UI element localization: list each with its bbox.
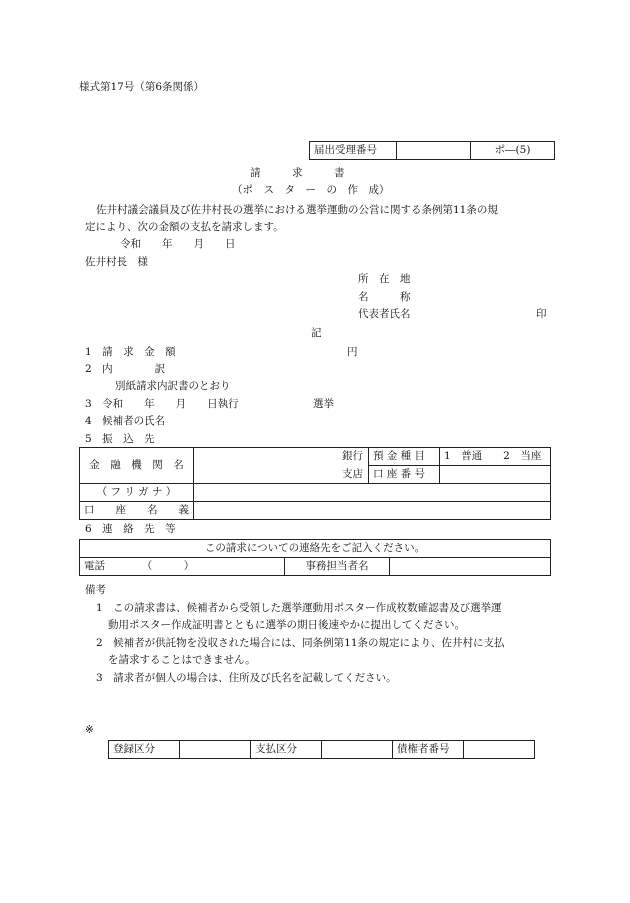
payment-field[interactable] (322, 741, 393, 759)
item-election-date: 3 令和 年 月 日執行 (85, 398, 239, 410)
receipt-code: ポ―(5) (471, 142, 555, 160)
staff-label: 事務担当者名 (285, 558, 390, 576)
receipt-number-field[interactable] (397, 142, 471, 160)
remark-2b: を請求することはできません。 (108, 654, 256, 666)
office-use-table (108, 740, 535, 759)
account-number-field[interactable] (440, 466, 551, 484)
account-holder-label: 口 座 名 義 (80, 502, 194, 520)
asterisk-mark: ※ (85, 724, 94, 736)
institution-label: 金 融 機 関 名 (80, 448, 194, 484)
representative-label: 代表者氏名 (358, 308, 411, 320)
account-number-label: 口 座 番 号 (369, 466, 440, 484)
furigana-field[interactable] (194, 484, 551, 502)
bank-suffix: 銀行 (338, 448, 369, 466)
branch-suffix: 支店 (338, 466, 369, 484)
address-label: 所 在 地 (358, 273, 411, 285)
bank-table (79, 447, 551, 520)
form-number: 様式第17号（第6条関係） (79, 81, 205, 93)
registration-label: 登録区分 (109, 741, 180, 759)
item-breakdown-label: 2 内 訳 (85, 363, 166, 375)
seal-mark: 印 (536, 308, 547, 320)
contact-table (79, 539, 551, 576)
item-election-suffix: 選挙 (313, 398, 334, 410)
item-contact-label: 6 連 絡 先 等 (85, 523, 176, 535)
institution-field[interactable] (194, 448, 339, 484)
item-candidate-name: 4 候補者の氏名 (85, 415, 166, 427)
contact-note: この請求についての連絡先をご記入ください。 (80, 540, 551, 558)
payment-label: 支払区分 (251, 741, 322, 759)
item-amount-unit: 円 (347, 346, 358, 358)
item-breakdown-detail: 別紙請求内訳書のとおり (115, 380, 231, 392)
furigana-label: （ フ リ ガ ナ ） (80, 484, 194, 502)
creditor-field[interactable] (464, 741, 535, 759)
remark-1a: 1 この請求書は、候補者から受領した選挙運動用ポスター作成枚数確認書及び選挙運 (96, 602, 502, 614)
request-date: 令和 年 月 日 (120, 238, 236, 250)
remark-2a: 2 候補者が供託物を没収された場合には、同条例第11条の規定により、佐井村に支払 (96, 637, 505, 649)
remarks-title: 備考 (85, 584, 106, 596)
body-line-1: 佐井村議会議員及び佐井村長の選挙における選挙運動の公営に関する条例第11条の規 (96, 204, 498, 216)
document-subtitle: （ポ ス タ ー の 作 成） (232, 184, 390, 196)
ki-heading: 記 (311, 327, 322, 339)
receipt-label: 届出受理番号 (310, 142, 397, 160)
remark-3: 3 請求者が個人の場合は、住所及び氏名を記載してください。 (96, 672, 397, 684)
body-line-2: 定により、次の金額の支払を請求します。 (85, 221, 284, 233)
registration-field[interactable] (180, 741, 251, 759)
name-label: 名 称 (358, 291, 411, 303)
document-title: 請 求 書 (250, 167, 345, 179)
deposit-type-label: 預 金 種 目 (369, 448, 440, 466)
creditor-label: 債権者番号 (393, 741, 464, 759)
addressee: 佐井村長 様 (85, 256, 148, 268)
phone-field[interactable]: 電話 （ ） (80, 558, 285, 576)
remark-1b: 動用ポスター作成証明書とともに選挙の期日後速やかに提出してください。 (108, 619, 465, 631)
item-transfer-label: 5 振 込 先 (85, 433, 155, 445)
staff-field[interactable] (390, 558, 551, 576)
item-amount-label: 1 請 求 金 額 (85, 346, 176, 358)
account-holder-field[interactable] (194, 502, 551, 520)
receipt-box (309, 141, 555, 160)
deposit-type-options[interactable]: 1 普通 2 当座 (440, 448, 551, 466)
